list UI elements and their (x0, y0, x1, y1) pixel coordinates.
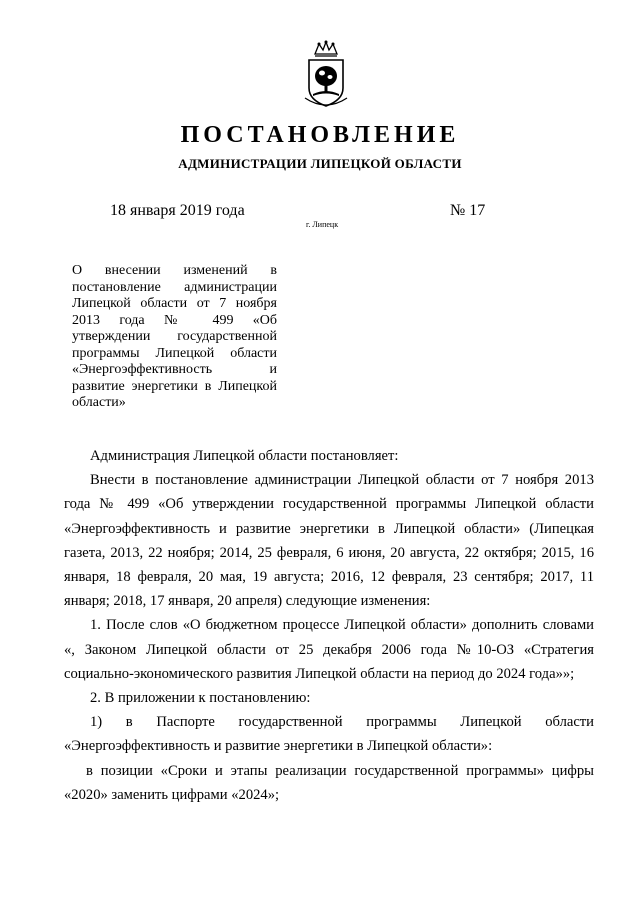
document-title: ПОСТАНОВЛЕНИЕ (180, 122, 460, 148)
coat-of-arms-icon (301, 40, 351, 110)
issuer-name: АДМИНИСТРАЦИИ ЛИПЕЦКОЙ ОБЛАСТИ (178, 156, 462, 171)
document-body (64, 444, 594, 807)
body-paragraph: в позиции «Сроки и этапы реализации государственной программы» цифры «2020» заменить цифрами «2024»; (64, 762, 594, 803)
document-subject: О внесении изменений в постановление администрации Липецкой области от 7 ноября 2013 года № 499 «Об утверждении государственной программы Липецкой области «Энергоэффективность и развитие энергетики в Липецкой области» (72, 263, 277, 410)
body-paragraph: 1. После слов «О бюджетном процессе Липецкой области» дополнить словами «, Законом Липецкой области от 25 декабря 2006 года №10-ОЗ «Стратегия социально-экономического развития Липецкой области на период до 2024 года»»; (64, 617, 594, 682)
body-paragraph: 1) в Паспорте государственной программы Липецкой области «Энергоэффективность и развитие энергетики в Липецкой области»: (64, 714, 594, 755)
document-city: г. Липецк (306, 220, 339, 229)
body-paragraph: Администрация Липецкой области постановляет: (90, 448, 399, 464)
document-number: № 17 (450, 202, 486, 219)
body-paragraph: Внести в постановление администрации Липецкой области от 7 ноября 2013 года № 499 «Об утверждении государственной программы Липецкой области «Энергоэффективность и развитие энергетики в Липецкой области» (Липецкая газета, 2013, 22 ноября; 2014, 25 февраля, 6 июня, 20 августа, 22 октября; 2015, 16 января, 18 февраля, 20 мая, 19 августа; 2016, 12 февраля, 23 сентября; 2017, 11 января; 2018, 17 января, 20 апреля) следующие изменения: (64, 472, 594, 610)
document-date: 18 января 2019 года (110, 202, 245, 219)
body-paragraph: 2. В приложении к постановлению: (90, 690, 311, 707)
